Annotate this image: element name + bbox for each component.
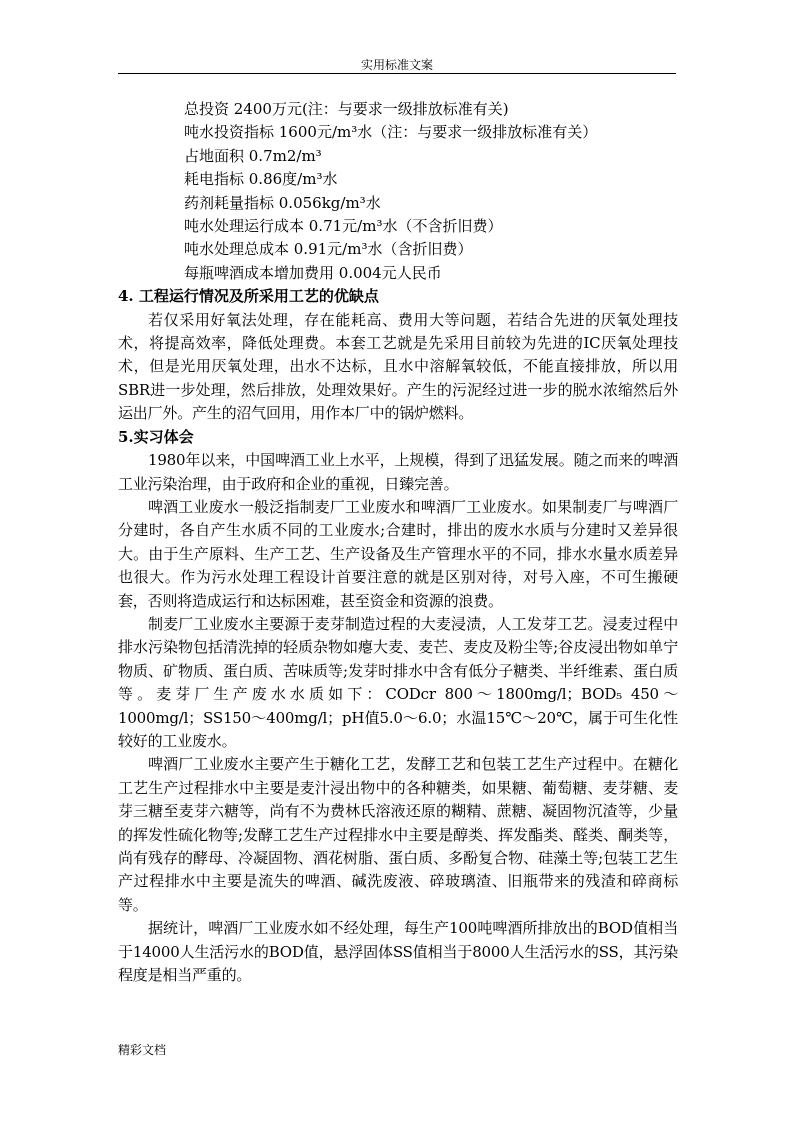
list-item: 药剂耗量指标 0.056kg/m³水 bbox=[184, 193, 381, 212]
investment-indicator-list bbox=[118, 98, 678, 285]
document-body bbox=[118, 98, 678, 987]
list-item: 每瓶啤酒成本增加费用 0.004元人民币 bbox=[184, 263, 442, 282]
section-5-paragraph-5: 据统计，啤酒厂工业废水如不经处理，每生产100吨啤酒所排放出的BOD值相当于14000人生活污水的BOD值，悬浮固体SS值相当于8000人生活污水的SS，其污染程度是相当严重的。 bbox=[118, 919, 678, 985]
page-header: 实用标准文案 bbox=[360, 58, 433, 72]
section-5-paragraph-3: 制麦厂工业废水主要源于麦芽制造过程的大麦浸渍，人工发芽工艺。浸麦过程中排水污染物包括清洗掉的轻质杂物如瘪大麦、麦芒、麦皮及粉尘等;谷皮浸出物如单宁物质、矿物质、蛋白质、苦味质等;发芽时排水中含有低分子糖类、半纤维素、蛋白质等。麦芽厂生产废水水质如下：CODcr 800～1800mg/l；BOD₅ 450～1000mg/l；SS150～400mg/l；pH值5.0～6.0；水温15℃～20℃，属于可生化性较好的工业废水。 bbox=[118, 614, 678, 750]
section-5-paragraph-2: 啤酒工业废水一般泛指制麦厂工业废水和啤酒厂工业废水。如果制麦厂与啤酒厂分建时，各自产生水质不同的工业废水;合建时，排出的废水水质与分建时又差异很大。由于生产原料、生产工艺、生产设备及生产管理水平的不同，排水水量水质差异也很大。作为污水处理工程设计首要注意的就是区别对待，对号入座，不可生搬硬套，否则将造成运行和达标困难，甚至资金和资源的浪费。 bbox=[118, 497, 678, 610]
header-divider bbox=[118, 73, 676, 74]
list-item: 吨水处理总成本 0.91元/m³水（含折旧费） bbox=[184, 240, 473, 259]
section-4-paragraph: 若仅采用好氧法处理，存在能耗高、费用大等问题，若结合先进的厌氧处理技术，将提高效率，降低处理费。本套工艺就是先采用目前较为先进的IC厌氧处理技术，但是光用厌氧处理，出水不达标，且水中溶解氧较低，不能直接排放，所以用SBR进一步处理，然后排放，处理效果好。产生的污泥经过进一步的脱水浓缩然后外运出厂外。产生的沼气回用，用作本厂中的锅炉燃料。 bbox=[118, 310, 678, 423]
section-5-paragraph-1: 1980年以来，中国啤酒工业上水平，上规模，得到了迅猛发展。随之而来的啤酒工业污染治理，由于政府和企业的重视，日臻完善。 bbox=[118, 451, 678, 493]
list-item: 吨水处理运行成本 0.71元/m³水（不含折旧费） bbox=[184, 217, 503, 236]
list-item: 占地面积 0.7m2/m³ bbox=[184, 146, 322, 165]
list-item: 耗电指标 0.86度/m³水 bbox=[184, 170, 338, 189]
section-5-heading: 5.实习体会 bbox=[118, 427, 194, 446]
section-5-paragraph-4: 啤酒厂工业废水主要产生于糖化工艺，发酵工艺和包装工艺生产过程中。在糖化工艺生产过程排水中主要是麦汁浸出物中的各种糖类，如果糖、葡萄糖、麦芽糖、麦芽三糖至麦芽六糖等，尚有不为费林氏溶液还原的糊精、蔗糖、凝固物沉渣等，少量的挥发性硫化物等;发酵工艺生产过程排水中主要是醇类、挥发酯类、醛类、酮类等，尚有残存的酵母、冷凝固物、酒花树脂、蛋白质、多酚复合物、硅藻土等;包装工艺生产过程排水中主要是流失的啤酒、碱洗废液、碎玻璃渣、旧瓶带来的残渣和碎商标等。 bbox=[118, 755, 678, 914]
page-footer: 精彩文档 bbox=[118, 1043, 167, 1057]
section-4-heading: 4. 工程运行情况及所采用工艺的优缺点 bbox=[118, 287, 379, 306]
list-item: 总投资 2400万元(注：与要求一级排放标准有关) bbox=[184, 100, 509, 118]
list-item: 吨水投资指标 1600元/m³水（注：与要求一级排放标准有关） bbox=[184, 123, 598, 142]
